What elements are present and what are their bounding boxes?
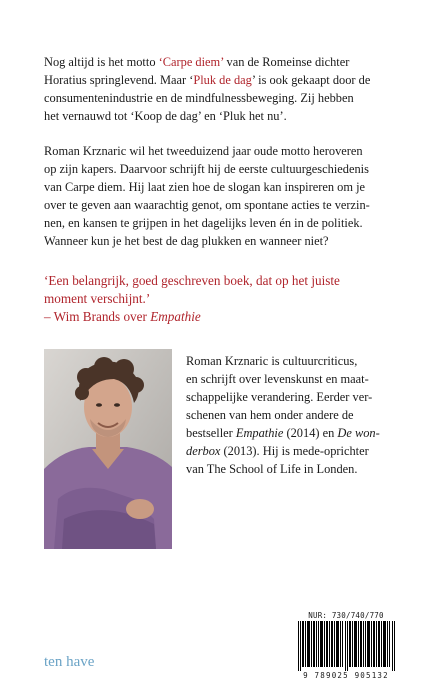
- text-span: Nog altijd is het motto: [44, 55, 159, 69]
- text-span: bestseller: [186, 426, 236, 440]
- description-paragraph: [44, 142, 396, 250]
- nur-code: NUR: 730/740/770: [308, 611, 384, 620]
- author-photo: [44, 349, 172, 549]
- bio-line: en schrijft over levenskunst en maat-: [186, 372, 369, 386]
- quote-line: moment verschijnt.’: [44, 291, 151, 306]
- bio-line: van The School of Life in Londen.: [186, 462, 358, 476]
- description-line: nen, en kansen te grijpen in het dagelijks leven én in de politiek.: [44, 216, 363, 230]
- bio-line: Roman Krznaric is cultuurcriticus,: [186, 354, 358, 368]
- publisher-logo: ten have: [44, 654, 95, 670]
- text-span: (2013). Hij is mede-oprichter: [220, 444, 369, 458]
- bio-line: schappelijke verandering. Eerder ver-: [186, 390, 373, 404]
- text-span: Horatius springlevend. Maar ‘: [44, 73, 194, 87]
- barcode-image: [298, 621, 398, 671]
- attribution-text: – Wim Brands over: [44, 309, 151, 324]
- intro-line: [44, 71, 396, 89]
- book-title-wonderbox: derbox: [186, 444, 221, 458]
- intro-line: het vernauwd tot ‘Koop de dag’ en ‘Pluk het nu’.: [44, 109, 287, 123]
- book-title-wonderbox: De won-: [337, 426, 380, 440]
- description-line: Roman Krznaric wil het tweeduizend jaar oude motto heroveren: [44, 144, 363, 158]
- motto-pluk-de-dag: Pluk de dag: [193, 73, 252, 87]
- barcode-block: [292, 611, 400, 683]
- description-line: over te geven aan waarachtig genot, om spontane acties te verzin-: [44, 198, 370, 212]
- author-bio: [186, 352, 396, 478]
- isbn-number: 9 789025 905132: [303, 671, 389, 680]
- bio-line: [186, 424, 396, 442]
- description-line: van Carpe diem. Hij laat zien hoe de slogan kan inspireren om je: [44, 180, 366, 194]
- bio-line: schenen van hem onder andere de: [186, 408, 354, 422]
- intro-line: consumentenindustrie en de mindfulnessbeweging. Zij hebben: [44, 91, 354, 105]
- intro-paragraph: [44, 53, 396, 125]
- quote-attribution: [44, 308, 404, 326]
- bio-line: [186, 442, 396, 460]
- text-span: ’ is ook gekaapt door de: [251, 73, 371, 87]
- quote-line: ‘Een belangrijk, goed geschreven boek, dat op het juiste: [44, 273, 340, 288]
- text-span: (2014) en: [283, 426, 338, 440]
- book-title-empathie: Empathie: [235, 426, 284, 440]
- text-span: van de Romeinse dichter: [223, 55, 350, 69]
- motto-carpe-diem: ‘Carpe diem’: [158, 55, 224, 69]
- description-line: op zijn kapers. Daarvoor schrijft hij de eerste cultuurgeschiedenis: [44, 162, 369, 176]
- attribution-book-title: Empathie: [150, 309, 201, 324]
- author-portrait-image: [44, 349, 172, 549]
- description-line: Wanneer kun je het best de dag plukken en wanneer niet?: [44, 234, 329, 248]
- intro-line: [44, 53, 396, 71]
- review-quote: [44, 272, 404, 326]
